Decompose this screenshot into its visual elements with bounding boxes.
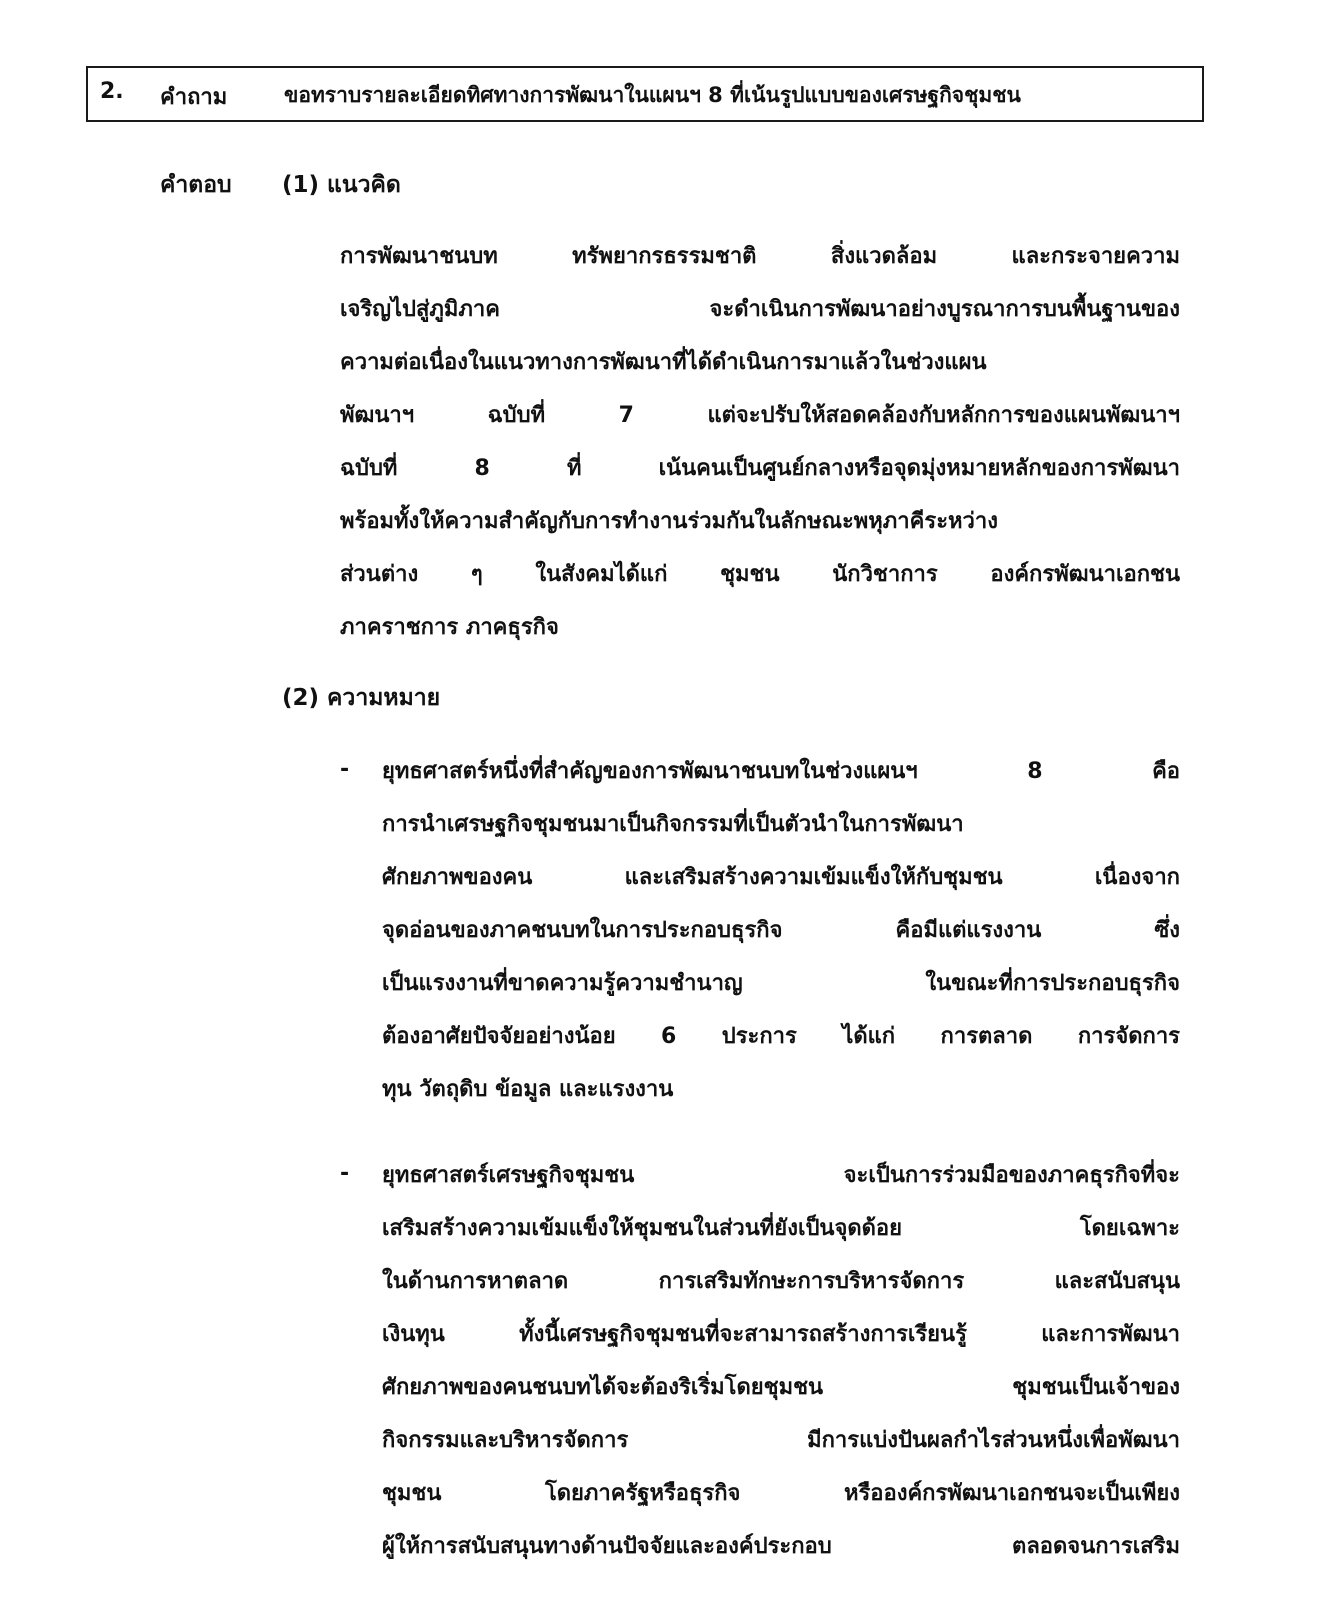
question-box: [86, 66, 1204, 122]
bullet-line: ต้องอาศัยปัจจัยอย่างน้อย 6 ประการ ได้แก่ การตลาด การจัดการ: [382, 1024, 1180, 1049]
bullet-line: ยุทธศาสตร์หนึ่งที่สำคัญของการพัฒนาชนบทในช่วงแผนฯ 8 คือ: [382, 759, 1180, 784]
paragraph-line: พร้อมทั้งให้ความสำคัญกับการทำงานร่วมกันในลักษณะพหุภาคีระหว่าง: [340, 509, 998, 534]
paragraph-line: พัฒนาฯ ฉบับที่ 7 แต่จะปรับให้สอดคล้องกับหลักการของแผนพัฒนาฯ: [340, 403, 1180, 428]
bullet-line: เป็นแรงงานที่ขาดความรู้ความชำนาญ ในขณะที่การประกอบธุรกิจ: [382, 971, 1180, 996]
bullet-2-text: [382, 1149, 1180, 1573]
bullet-line: เงินทุน ทั้งนี้เศรษฐกิจชุมชนที่จะสามารถสร้างการเรียนรู้ และการพัฒนา: [382, 1322, 1180, 1347]
bullet-line: จุดอ่อนของภาคชนบทในการประกอบธุรกิจ คือมีแต่แรงงาน ซึ่ง: [382, 918, 1180, 943]
question-number: 2.: [100, 79, 124, 104]
bullet-line: ผู้ให้การสนับสนุนทางด้านปัจจัยและองค์ประกอบ ตลอดจนการเสริม: [382, 1534, 1180, 1559]
section1-paragraph: [340, 230, 1180, 654]
paragraph-line: เจริญไปสู่ภูมิภาค จะดำเนินการพัฒนาอย่างบูรณาการบนพื้นฐานของ: [340, 297, 1180, 322]
paragraph-line: ความต่อเนื่องในแนวทางการพัฒนาที่ได้ดำเนินการมาแล้วในช่วงแผน: [340, 350, 987, 375]
paragraph-line: ภาคราชการ ภาคธุรกิจ: [340, 615, 559, 640]
bullet-line: การนำเศรษฐกิจชุมชนมาเป็นกิจกรรมที่เป็นตัวนำในการพัฒนา: [382, 812, 964, 837]
bullet-line: ศักยภาพของคนชนบทได้จะต้องริเริ่มโดยชุมชน ชุมชนเป็นเจ้าของ: [382, 1375, 1180, 1400]
section1-title: (1) แนวคิด: [282, 172, 401, 198]
bullet-line: เสริมสร้างความเข้มแข็งให้ชุมชนในส่วนที่ยังเป็นจุดด้อย โดยเฉพาะ: [382, 1216, 1180, 1241]
bullet-line: ศักยภาพของคน และเสริมสร้างความเข้มแข็งให้กับชุมชน เนื่องจาก: [382, 865, 1180, 890]
answer-label: คำตอบ: [160, 172, 232, 198]
question-text: ขอทราบรายละเอียดทิศทางการพัฒนาในแผนฯ 8 ที่เน้นรูปแบบของเศรษฐกิจชุมชน: [284, 83, 1021, 107]
question-label: คำถาม: [160, 85, 228, 110]
bullet-line: ยุทธศาสตร์เศรษฐกิจชุมชน จะเป็นการร่วมมือของภาคธุรกิจที่จะ: [382, 1163, 1180, 1188]
bullet-line: ในด้านการหาตลาด การเสริมทักษะการบริหารจัดการ และสนับสนุน: [382, 1269, 1180, 1294]
bullet-line: ชุมชน โดยภาครัฐหรือธุรกิจ หรือองค์กรพัฒนาเอกชนจะเป็นเพียง: [382, 1481, 1180, 1506]
bullet-marker: -: [340, 757, 350, 782]
paragraph-line: การพัฒนาชนบท ทรัพยากรธรรมชาติ สิ่งแวดล้อม และกระจายความ: [340, 244, 1180, 269]
bullet-marker: -: [340, 1161, 350, 1186]
bullet-line: กิจกรรมและบริหารจัดการ มีการแบ่งปันผลกำไรส่วนหนึ่งเพื่อพัฒนา: [382, 1428, 1180, 1453]
bullet-line: ทุน วัตถุดิบ ข้อมูล และแรงงาน: [382, 1077, 674, 1102]
paragraph-line: ฉบับที่ 8 ที่ เน้นคนเป็นศูนย์กลางหรือจุดมุ่งหมายหลักของการพัฒนา: [340, 456, 1180, 481]
section2-title: (2) ความหมาย: [282, 685, 441, 711]
paragraph-line: ส่วนต่าง ๆ ในสังคมได้แก่ ชุมชน นักวิชาการ องค์กรพัฒนาเอกชน: [340, 562, 1180, 587]
bullet-1-text: [382, 745, 1180, 1116]
